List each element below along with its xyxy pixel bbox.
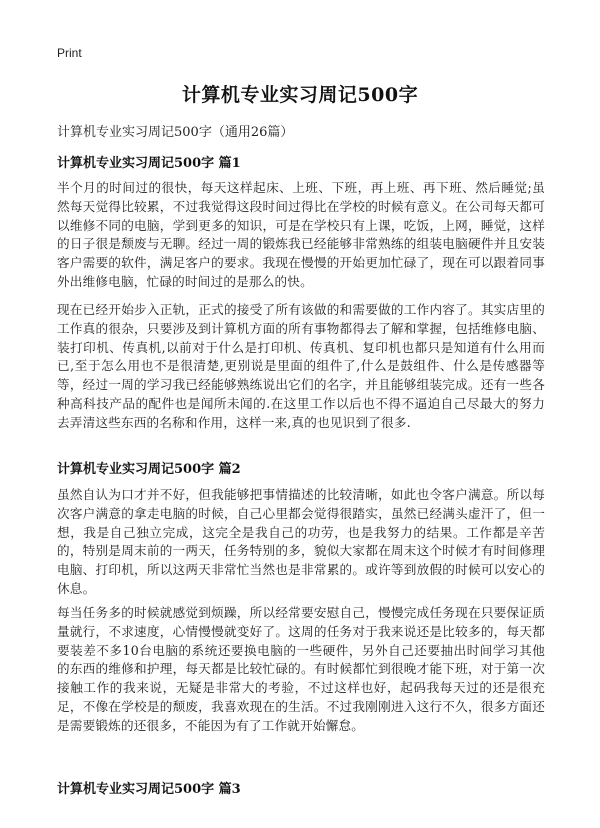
section-heading-3: 计算机专业实习周记500字 篇3 — [57, 782, 241, 797]
paragraph: 每当任务多的时候就感觉到烦躁，所以经常要安慰自己，慢慢完成任务现在只要保证质量就行，不求速度，心情慢慢就变好了。这周的任务对于我来说还是比较多的，每天都要装差不多10台电脑的系统还要换电脑的一些硬件，另外自己还要抽出时间学习其他的东西的维修和护理，每天都是比较忙碌的。有时候都忙到很晚才能下班，对于第一次接触工作的我来说，无疑是非常大的考验，不过这样也好，起码我每天过的还是很充足，不像在学校是的颓废，我喜欢现在的生活。不过我刚刚进入这行不久，很多方面还是需要锻炼的还很多，不能因为有了工作就开始懈怠。 — [57, 605, 545, 733]
paragraph: 半个月的时间过的很快，每天这样起床、上班、下班，再上班、再下班、然后睡觉;虽然每天觉得比较累，不过我觉得这段时间过得比在学校的时候有意义。在公司每天都可以维修不同的电脑，学到更多的知识，可是在学校只有上课，吃饭，上网，睡觉，这样的日子很是颓废与无聊。经过一周的锻炼我已经能够非常熟练的组装电脑硬件并且安装客户需要的软件，满足客户的要求。我现在慢慢的开始更加忙碌了，现在可以跟着同事外出维修电脑，忙碌的时间过的是那么的快。 — [57, 180, 545, 289]
page-subtitle: 计算机专业实习周记500字（通用26篇） — [57, 125, 294, 140]
section-heading-2: 计算机专业实习周记500字 篇2 — [57, 462, 241, 477]
page-title: 计算机专业实习周记500字 — [181, 84, 419, 106]
paragraph: 现在已经开始步入正轨，正式的接受了所有该做的和需要做的工作内容了。其实店里的工作真的很杂，只要涉及到计算机方面的所有事物都得去了解和掌握，包括维修电脑、装打印机、传真机,以前对于什么是打印机、传真机、复印机也都只是知道有什么用而已,至于怎么用也不是很清楚,更别说是里面的组件了,什么是鼓组件、什么是传感器等等，经过一周的学习我已经能够熟练说出它们的名字，并且能够组装完成。还有一些各种高科技产品的配件也是闻所未闻的.在这里工作以后也不得不逼迫自己尽最大的努力去弄清这些东西的名称和作用，这样一来,真的也见识到了很多. — [57, 302, 545, 430]
print-label[interactable]: Print — [57, 46, 82, 60]
section-heading-1: 计算机专业实习周记500字 篇1 — [57, 156, 241, 171]
paragraph: 虽然自认为口才并不好，但我能够把事情描述的比较清晰，如此也令客户满意。所以每次客户满意的拿走电脑的时候，自己心里都会觉得很踏实，虽然已经满头虚汗了，但一想，我是自己独立完成，这完全是我自己的功劳，也是我努力的结果。工作都是辛苦的，特别是周末前的一两天，任务特别的多，貌似大家都在周末这个时候才有时间修理电脑、打印机，所以这两天非常忙当然也是非常累的。或许等到放假的时候可以安心的休息。 — [57, 487, 545, 596]
